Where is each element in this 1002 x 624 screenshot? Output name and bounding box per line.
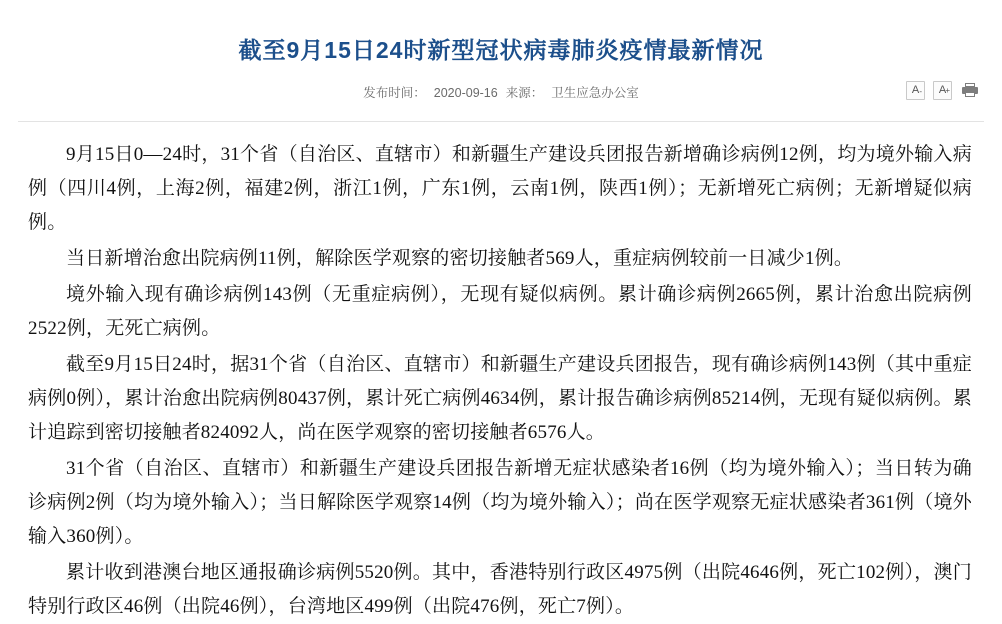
paragraph: 31个省（自治区、直辖市）和新疆生产建设兵团报告新增无症状感染者16例（均为境外输入）；当日转为确诊病例2例（均为境外输入）；当日解除医学观察14例（均为境外输入）；尚在医学观察无症状感染者361例（境外输入360例）。 (28, 457, 972, 547)
article-page (0, 15, 1002, 617)
paragraph: 截至9月15日24时，据31个省（自治区、直辖市）和新疆生产建设兵团报告，现有确诊病例143例（其中重症病例0例），累计治愈出院病例80437例，累计死亡病例4634例，累计报告确诊病例85214例，无现有疑似病例。累计追踪到密切接触者824092人，尚在医学观察的密切接触者6576人。 (28, 353, 972, 443)
source-value: 卫生应急办公室 (551, 85, 639, 100)
article-body (0, 122, 1002, 624)
decrease-font-button[interactable]: A - (906, 81, 925, 100)
article-tools (906, 81, 980, 100)
paragraph: 当日新增治愈出院病例11例，解除医学观察的密切接触者569人，重症病例较前一日减少1例。 (66, 247, 854, 269)
source-label: 来源： (505, 85, 544, 100)
meta-text (0, 83, 1002, 103)
publish-time-label: 发布时间： (363, 85, 426, 100)
page-title: 截至9月15日24时新型冠状病毒肺炎疫情最新情况 (238, 37, 764, 64)
print-button[interactable] (960, 81, 980, 100)
publish-time-value: 2020-09-16 (433, 85, 498, 100)
paragraph: 9月15日0—24时，31个省（自治区、直辖市）和新疆生产建设兵团报告新增确诊病例12例，均为境外输入病例（四川4例，上海2例，福建2例，浙江1例，广东1例，云南1例，陕西1例）；无新增死亡病例；无新增疑似病例。 (28, 143, 972, 233)
article-meta (0, 83, 1002, 111)
paragraph: 境外输入现有确诊病例143例（无重症病例），无现有疑似病例。累计确诊病例2665例，累计治愈出院病例2522例，无死亡病例。 (28, 283, 972, 339)
printer-icon (962, 83, 978, 97)
increase-font-button[interactable]: A + (933, 81, 952, 100)
paragraph: 累计收到港澳台地区通报确诊病例5520例。其中，香港特别行政区4975例（出院4646例，死亡102例），澳门特别行政区46例（出院46例），台湾地区499例（出院476例，死亡7例）。 (28, 561, 972, 617)
